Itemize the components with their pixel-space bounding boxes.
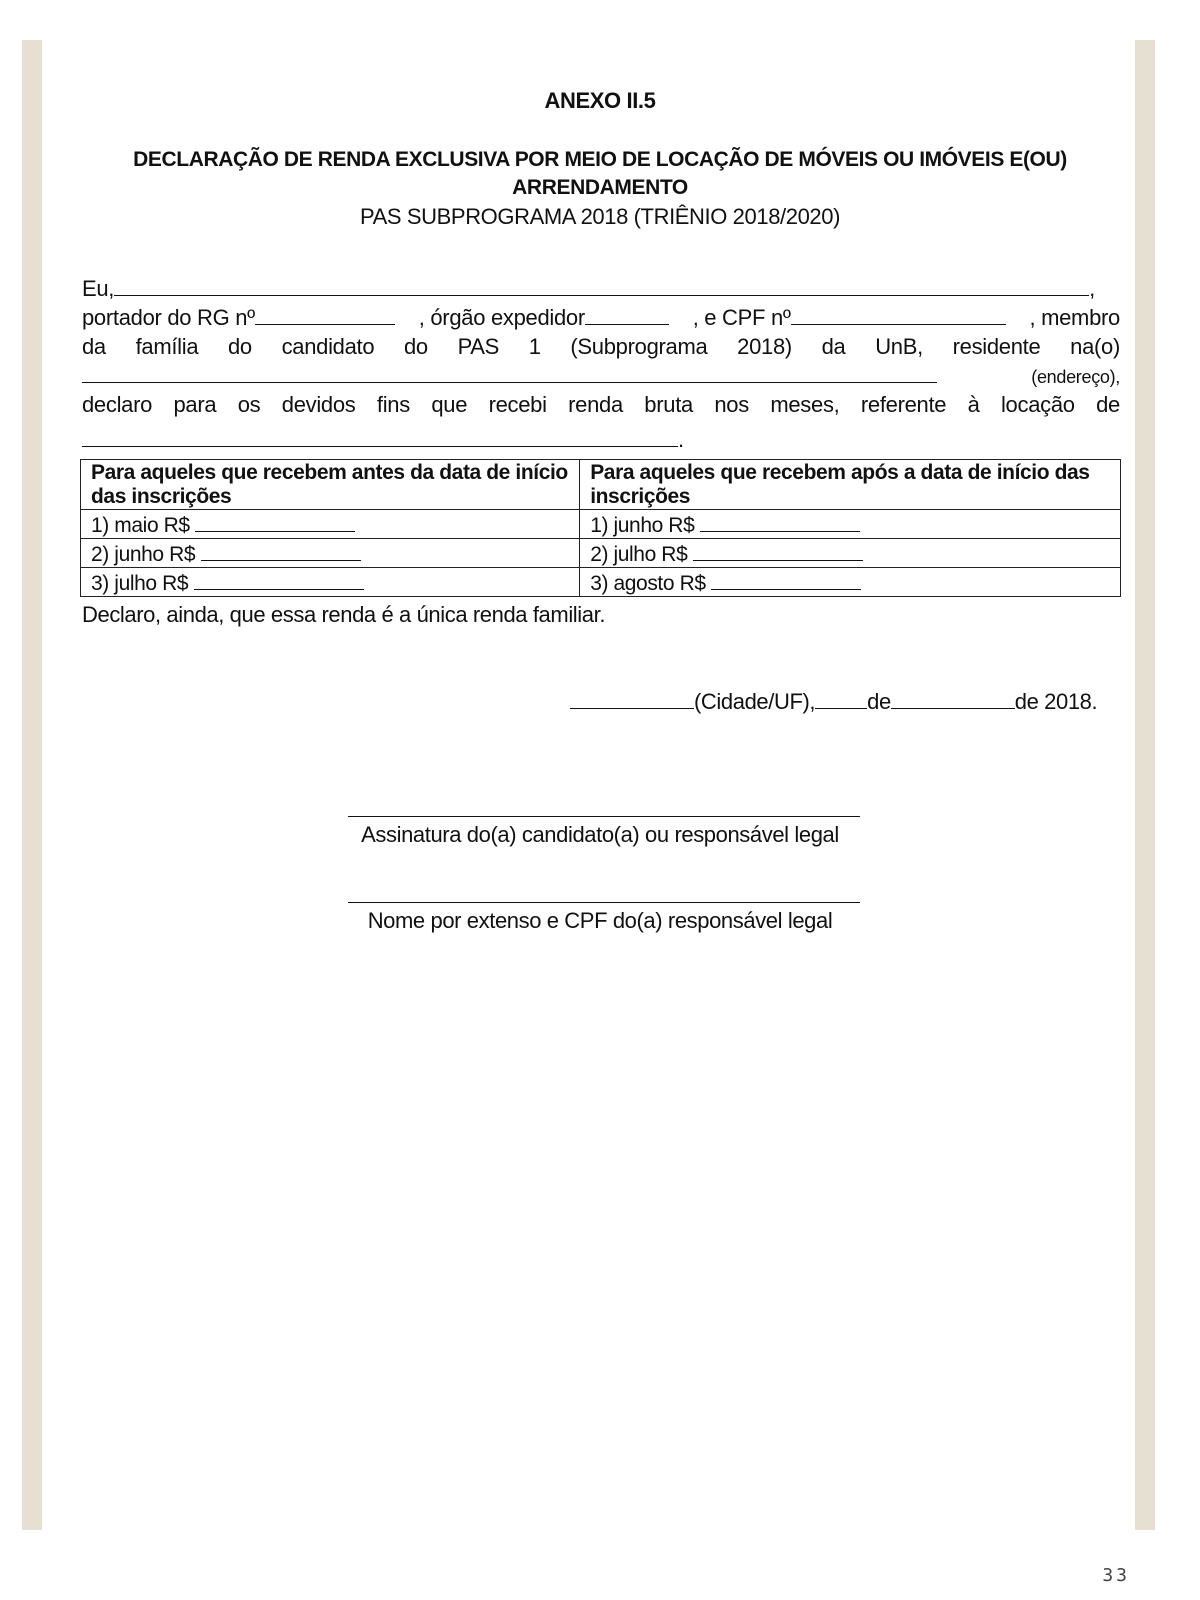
- rg-label: portador do RG nº: [82, 305, 255, 330]
- table-row: [81, 539, 1121, 568]
- header-before: Para aqueles que recebem antes da data de início das inscrições: [81, 460, 580, 510]
- amount-blank[interactable]: [711, 569, 861, 590]
- table-row: [81, 510, 1121, 539]
- month-label: 2) julho R$: [590, 543, 688, 566]
- closing-statement: Declaro, ainda, que essa renda é a única renda familiar.: [82, 602, 606, 627]
- word: residente: [952, 334, 1041, 359]
- month-label: 1) maio R$: [91, 514, 190, 537]
- word: família: [135, 334, 199, 359]
- endereco-label: (endereço),: [1031, 367, 1120, 387]
- word: candidato: [281, 334, 375, 359]
- word: à: [967, 392, 980, 417]
- month-label: 1) junho R$: [590, 514, 695, 537]
- income-table: [80, 459, 1121, 597]
- word: do: [403, 334, 428, 359]
- rg-line: [82, 304, 1120, 331]
- word: 1: [528, 334, 541, 359]
- amount-blank[interactable]: [195, 511, 355, 532]
- cell: [580, 568, 1121, 597]
- rental-blank[interactable]: [82, 426, 678, 447]
- month-label: 3) agosto R$: [590, 572, 706, 595]
- word: PAS: [457, 334, 500, 359]
- declaration-title-2: ARRENDAMENTO: [512, 176, 688, 199]
- month-label: 2) junho R$: [91, 543, 196, 566]
- amount-blank[interactable]: [201, 540, 361, 561]
- declaration-title: DECLARAÇÃO DE RENDA EXCLUSIVA POR MEIO DE LOCAÇÃO DE MÓVEIS OU IMÓVEIS E(OU): [133, 148, 1067, 171]
- table-row: [81, 568, 1121, 597]
- membro-label: , membro: [1029, 305, 1120, 330]
- family-line: [82, 334, 1120, 360]
- word: referente: [860, 392, 947, 417]
- word: declaro: [82, 392, 153, 417]
- word: meses,: [770, 392, 840, 417]
- word: (Subprograma: [570, 334, 708, 359]
- word: da: [821, 334, 846, 359]
- page-number: 33: [1102, 1565, 1130, 1586]
- word: recebi: [488, 392, 547, 417]
- eu-label: Eu,: [82, 276, 115, 301]
- word: UnB,: [875, 334, 923, 359]
- right-margin-bar: [1135, 40, 1155, 1530]
- cell: [81, 539, 580, 568]
- word: da: [82, 334, 106, 359]
- word: nos: [714, 392, 749, 417]
- word: devidos: [281, 392, 356, 417]
- signature-caption-1: Assinatura do(a) candidato(a) ou responsável legal: [361, 822, 839, 847]
- month-blank[interactable]: [891, 688, 1015, 709]
- declare-line: [82, 392, 1120, 418]
- word: de: [1096, 392, 1120, 417]
- signature-line-2[interactable]: [348, 902, 860, 903]
- amount-blank[interactable]: [693, 540, 863, 561]
- orgao-blank[interactable]: [585, 304, 669, 325]
- address-blank[interactable]: [82, 362, 937, 383]
- word: na(o): [1070, 334, 1120, 359]
- period: .: [678, 427, 684, 452]
- amount-blank[interactable]: [700, 511, 860, 532]
- cell: [580, 510, 1121, 539]
- cpf-blank[interactable]: [791, 304, 1006, 325]
- subtitle: PAS SUBPROGRAMA 2018 (TRIÊNIO 2018/2020): [359, 204, 841, 229]
- annex-title: ANEXO II.5: [544, 88, 656, 113]
- month-label: 3) julho R$: [91, 572, 189, 595]
- day-blank[interactable]: [815, 688, 867, 709]
- city-label: (Cidade/UF),: [694, 689, 816, 714]
- year-label: de 2018.: [1014, 689, 1098, 714]
- address-line: [82, 362, 1120, 388]
- word: bruta: [644, 392, 693, 417]
- word: 2018): [737, 334, 792, 359]
- left-margin-bar: [22, 40, 42, 1530]
- date-line: [570, 688, 1097, 715]
- cell: [81, 568, 580, 597]
- orgao-label: , órgão expedidor: [418, 305, 585, 330]
- name-line: [82, 275, 1120, 302]
- city-blank[interactable]: [570, 688, 694, 709]
- word: renda: [568, 392, 623, 417]
- header-after: Para aqueles que recebem após a data de início das inscrições: [580, 460, 1121, 510]
- amount-blank[interactable]: [194, 569, 364, 590]
- word: para: [173, 392, 217, 417]
- table-header-row: [81, 460, 1121, 510]
- cpf-label: , e CPF nº: [692, 305, 791, 330]
- word: do: [227, 334, 252, 359]
- comma: ,: [1089, 276, 1095, 301]
- signature-line-1[interactable]: [348, 816, 860, 817]
- signature-caption-2: Nome por extenso e CPF do(a) responsável legal: [367, 908, 833, 933]
- cell: [81, 510, 580, 539]
- rental-line: [82, 426, 1120, 453]
- rg-blank[interactable]: [255, 304, 395, 325]
- de-label: de: [867, 689, 891, 714]
- word: que: [431, 392, 468, 417]
- name-blank[interactable]: [114, 275, 1089, 296]
- cell: [580, 539, 1121, 568]
- word: fins: [376, 392, 410, 417]
- word: locação: [1000, 392, 1075, 417]
- word: os: [237, 392, 261, 417]
